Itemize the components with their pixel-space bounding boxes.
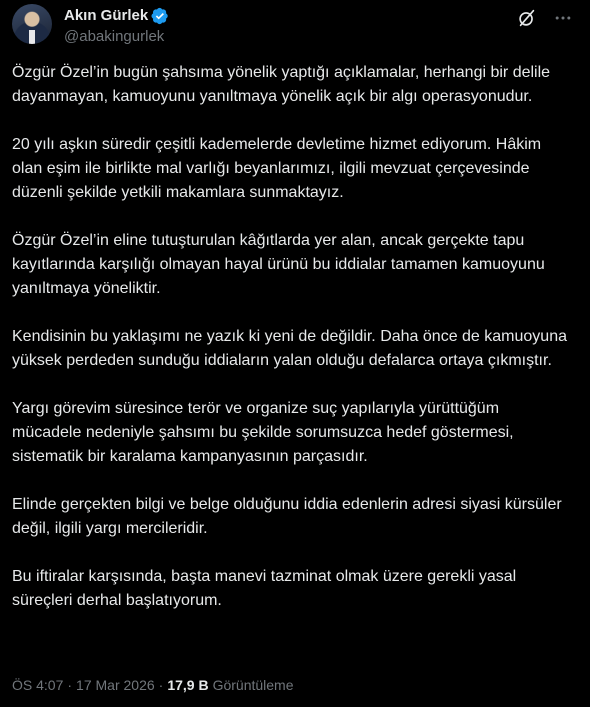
meta-separator: · xyxy=(67,677,73,693)
tweet-paragraph: 20 yılı aşkın süredir çeşitli kademelerde devletime hizmet ediyorum. Hâkim olan eşim ile birlikte mal varlığı beyanlarımızı, ilgili mevzuat çerçevesinde düzenli şekilde yetkili makamlara sunmaktayız. xyxy=(12,136,542,201)
tweet-text xyxy=(12,61,572,637)
tweet-paragraph: Özgür Özel’in bugün şahsıma yönelik yaptığı açıklamalar, herhangi bir delile dayanmayan, kamuoyunu yanıltmaya yönelik açık bir algı operasyonudur. xyxy=(12,64,551,105)
tweet-time[interactable]: ÖS 4:07 xyxy=(12,677,64,693)
more-dots-icon[interactable] xyxy=(548,6,578,30)
tweet-paragraph: Kendisinin bu yaklaşımı ne yazık ki yeni de değildir. Daha önce de kamuoyuna yüksek perdeden sunduğu iddiaların yalan olduğu defalarca ortaya çıkmıştır. xyxy=(12,328,567,369)
header-actions xyxy=(506,6,578,30)
author-handle[interactable]: @abakingurlek xyxy=(64,28,165,45)
avatar[interactable] xyxy=(12,4,52,44)
tweet-paragraph: Bu iftiralar karşısında, başta manevi tazminat olmak üzere gerekli yasal süreçleri derhal başlatıyorum. xyxy=(12,568,517,609)
tweet-date[interactable]: 17 Mar 2026 xyxy=(76,677,155,693)
author-display-name[interactable]: Akın Gürlek xyxy=(64,7,149,24)
tweet-header xyxy=(12,4,578,52)
tweet-paragraph: Yargı görevim süresince terör ve organize suç yapılarıyla yürüttüğüm mücadele nedeniyle şahsımı bu şekilde sorumsuzca hedef göstermesi, sistematik bir karalama kampanyasının parçasıdır. xyxy=(12,400,514,465)
tweet-meta xyxy=(12,676,294,694)
display-name-row xyxy=(64,6,169,26)
views-label: Görüntüleme xyxy=(212,677,294,693)
tweet-paragraph: Elinde gerçekten bilgi ve belge olduğunu iddia edenlerin adresi siyasi kürsüler değil, ilgili yargı mercileridir. xyxy=(12,496,562,537)
meta-separator: · xyxy=(158,677,164,693)
author-names xyxy=(64,6,169,47)
tweet-paragraph: Özgür Özel’in eline tutuşturulan kâğıtlarda yer alan, ancak gerçekte tapu kayıtlarında karşılığı olmayan hayal ürünü bu iddialar tamamen kamuoyunu yanıltmaya yöneliktir. xyxy=(12,232,545,297)
verified-badge-icon xyxy=(151,7,169,25)
grok-slash-circle-icon[interactable] xyxy=(512,6,542,30)
views-count: 17,9 B xyxy=(167,677,209,693)
